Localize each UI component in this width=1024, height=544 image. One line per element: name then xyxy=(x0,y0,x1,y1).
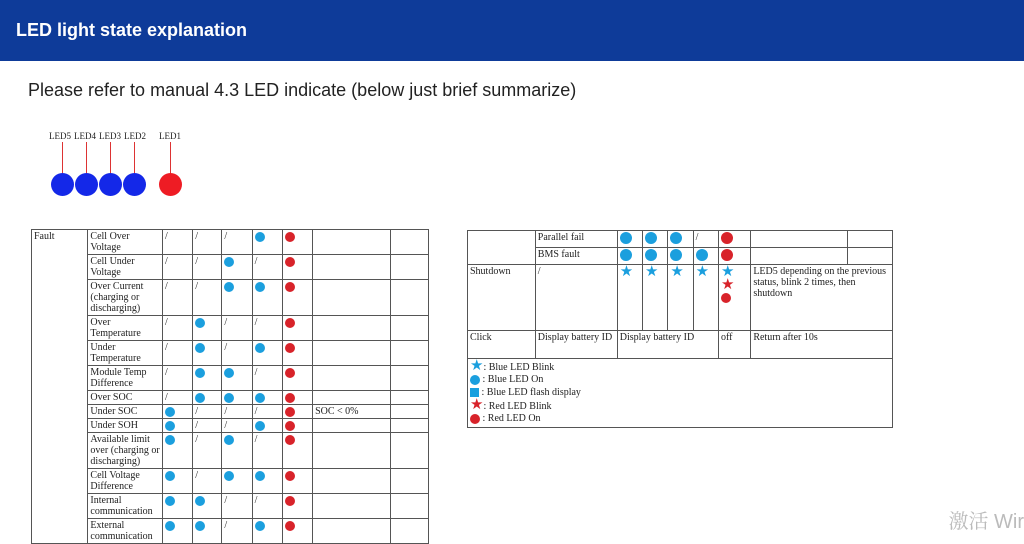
blue-dot-icon xyxy=(165,435,175,445)
led-cell xyxy=(643,265,668,331)
table-row xyxy=(32,433,429,469)
legend-item xyxy=(470,399,890,412)
led-cell: / xyxy=(252,433,282,469)
led2-dot xyxy=(123,173,146,196)
led-cell xyxy=(668,265,693,331)
blue-dot-icon xyxy=(645,232,657,244)
table-cell xyxy=(390,469,428,494)
fault-name: Under SOC xyxy=(88,405,163,419)
blue-dot-icon xyxy=(224,257,234,267)
red-dot-icon xyxy=(285,343,295,353)
activation-watermark: 激活 Wir xyxy=(948,511,1024,533)
led-cell: / xyxy=(222,230,252,255)
blue-dot-icon xyxy=(195,318,205,328)
blue-dot-icon xyxy=(224,471,234,481)
led-cell: / xyxy=(162,255,192,280)
led3-dot xyxy=(99,173,122,196)
fault-name: Module Temp Difference xyxy=(88,366,163,391)
led-cell: / xyxy=(693,231,718,248)
legend-item xyxy=(470,360,890,373)
led-cell xyxy=(668,231,693,248)
led-cell xyxy=(282,433,312,469)
led-cell xyxy=(193,519,222,544)
red-dot-icon xyxy=(470,414,480,424)
table-cell xyxy=(390,280,428,316)
led-cell xyxy=(162,405,192,419)
table-cell: / xyxy=(535,265,617,331)
led-line xyxy=(62,142,63,174)
led-cell: / xyxy=(222,341,252,366)
led-cell xyxy=(193,366,222,391)
led-cell xyxy=(193,494,222,519)
red-dot-icon xyxy=(285,421,295,431)
fault-name: External communication xyxy=(88,519,163,544)
led-cell xyxy=(617,265,642,331)
click-note: Return after 10s xyxy=(751,331,893,359)
blue-dot-icon xyxy=(670,249,682,261)
led-cell: / xyxy=(193,230,222,255)
blue-dot-icon xyxy=(255,232,265,242)
led-cell: / xyxy=(193,405,222,419)
blue-dot-icon xyxy=(645,249,657,261)
led-cell: / xyxy=(162,280,192,316)
red-dot-icon xyxy=(285,393,295,403)
shutdown-note: LED5 depending on the previous status, blink 2 times, then shutdown xyxy=(751,265,893,331)
led-cell: / xyxy=(193,419,222,433)
led-cell xyxy=(252,391,282,405)
table-row xyxy=(32,405,429,419)
blue-dot-icon xyxy=(620,232,632,244)
blue-dot-icon xyxy=(165,407,175,417)
table-row xyxy=(32,280,429,316)
blue-dot-icon xyxy=(255,471,265,481)
legend-text: : Red LED Blink xyxy=(483,401,552,412)
table-cell xyxy=(848,231,893,248)
led-cell xyxy=(282,280,312,316)
led-label: LED3 xyxy=(99,131,121,141)
fault-name: Over Temperature xyxy=(88,316,163,341)
led-cell: / xyxy=(252,366,282,391)
led-cell xyxy=(718,265,750,331)
led-cell: / xyxy=(193,433,222,469)
table-row xyxy=(32,255,429,280)
blue-dot-icon xyxy=(620,249,632,261)
led-cell xyxy=(252,230,282,255)
table-cell xyxy=(468,231,536,265)
subtitle: Please refer to manual 4.3 LED indicate (below just brief summarize) xyxy=(28,80,577,100)
blue-dot-icon xyxy=(224,435,234,445)
table-cell xyxy=(390,433,428,469)
blue-star-icon: ★ xyxy=(470,358,484,374)
table-cell xyxy=(390,316,428,341)
fault-note xyxy=(313,230,391,255)
led-cell: / xyxy=(162,341,192,366)
legend-text: : Red LED On xyxy=(482,413,541,424)
led-cell xyxy=(282,519,312,544)
led-line xyxy=(110,142,111,174)
led-cell xyxy=(252,280,282,316)
red-dot-icon xyxy=(285,232,295,242)
led-cell xyxy=(282,341,312,366)
off-label: off xyxy=(718,331,750,359)
page-title: LED light state explanation xyxy=(16,20,248,40)
fault-name: Cell Voltage Difference xyxy=(88,469,163,494)
led-cell xyxy=(282,494,312,519)
led-cell xyxy=(282,316,312,341)
fault-note xyxy=(313,469,391,494)
led-cell: / xyxy=(162,366,192,391)
blue-dot-icon xyxy=(195,496,205,506)
legend-item xyxy=(470,373,890,386)
red-star-icon: ★ xyxy=(470,397,484,413)
table-cell xyxy=(390,519,428,544)
led-cell: / xyxy=(193,469,222,494)
red-dot-icon xyxy=(285,282,295,292)
led-cell xyxy=(718,248,750,265)
blue-dot-icon xyxy=(670,232,682,244)
red-dot-icon xyxy=(285,496,295,506)
bms-fault-label: BMS fault xyxy=(535,248,617,265)
legend xyxy=(468,359,893,428)
led5-dot xyxy=(51,173,74,196)
table-cell xyxy=(390,419,428,433)
fault-group-label: Fault xyxy=(32,230,88,544)
red-dot-icon xyxy=(285,521,295,531)
red-dot-wrap xyxy=(721,292,748,303)
table-cell xyxy=(390,405,428,419)
table-row xyxy=(32,494,429,519)
table-row xyxy=(32,230,429,255)
led-label: LED5 xyxy=(49,131,71,141)
led-cell xyxy=(252,341,282,366)
fault-name: Available limit over (charging or discharging) xyxy=(88,433,163,469)
status-table xyxy=(467,230,893,428)
parallel-fail-label: Parallel fail xyxy=(535,231,617,248)
table-cell xyxy=(390,494,428,519)
fault-note xyxy=(313,255,391,280)
led-cell: / xyxy=(162,316,192,341)
legend-text: : Blue LED Blink xyxy=(483,362,555,373)
fault-note xyxy=(313,280,391,316)
blue-dot-icon xyxy=(165,521,175,531)
led-cell xyxy=(282,469,312,494)
red-dot-icon xyxy=(285,435,295,445)
table-cell xyxy=(390,230,428,255)
table-cell xyxy=(390,391,428,405)
led-cell xyxy=(617,231,642,248)
led-cell xyxy=(282,391,312,405)
red-dot-icon xyxy=(721,232,733,244)
led-cell xyxy=(718,231,750,248)
shutdown-label: Shutdown xyxy=(468,265,536,331)
fault-name: Cell Over Voltage xyxy=(88,230,163,255)
led-cell: / xyxy=(252,405,282,419)
led-cell xyxy=(222,469,252,494)
fault-note xyxy=(313,391,391,405)
blue-dot-icon xyxy=(224,393,234,403)
led-cell: / xyxy=(222,316,252,341)
led-cell xyxy=(252,469,282,494)
led-line xyxy=(86,142,87,174)
blue-star-icon: ★ xyxy=(619,264,634,280)
red-dot-icon xyxy=(721,293,731,303)
red-dot-icon xyxy=(285,318,295,328)
fault-name: Over Current (charging or discharging) xyxy=(88,280,163,316)
table-cell xyxy=(390,341,428,366)
fault-name: Cell Under Voltage xyxy=(88,255,163,280)
fault-note xyxy=(313,366,391,391)
click-label: Click xyxy=(468,331,536,359)
led-cell xyxy=(668,248,693,265)
led-cell xyxy=(193,391,222,405)
fault-table xyxy=(31,229,429,544)
table-row xyxy=(32,519,429,544)
led-cell xyxy=(282,419,312,433)
fault-note xyxy=(313,433,391,469)
fault-name: Under SOH xyxy=(88,419,163,433)
led-line xyxy=(134,142,135,174)
led-cell: / xyxy=(162,230,192,255)
blue-dot-icon xyxy=(195,343,205,353)
led-cell: / xyxy=(193,255,222,280)
led-label: LED4 xyxy=(74,131,96,141)
led-cell xyxy=(282,405,312,419)
led-cell xyxy=(162,519,192,544)
blue-dot-icon xyxy=(255,343,265,353)
blue-dot-icon xyxy=(224,368,234,378)
led-cell xyxy=(162,469,192,494)
blue-dot-icon xyxy=(195,393,205,403)
table-cell xyxy=(848,248,893,265)
led-cell xyxy=(162,433,192,469)
blue-star-icon: ★ xyxy=(720,264,735,280)
table-row xyxy=(32,316,429,341)
red-dot-icon xyxy=(721,249,733,261)
led-cell xyxy=(193,341,222,366)
fault-note xyxy=(313,419,391,433)
led-cell: / xyxy=(252,316,282,341)
blue-dot-icon xyxy=(255,421,265,431)
led-cell xyxy=(693,265,718,331)
display-battery-id: Display battery ID xyxy=(535,331,617,359)
table-row xyxy=(32,469,429,494)
legend-text: : Blue LED flash display xyxy=(481,387,581,398)
table-cell xyxy=(390,366,428,391)
display-battery-id: Display battery ID xyxy=(617,331,718,359)
blue-dot-icon xyxy=(165,471,175,481)
led-cell: / xyxy=(222,405,252,419)
led-label: LED2 xyxy=(124,131,146,141)
led-label: LED1 xyxy=(159,131,181,141)
table-row xyxy=(32,419,429,433)
table-row xyxy=(468,231,893,248)
led-cell xyxy=(643,248,668,265)
led-line xyxy=(170,142,171,174)
blue-dot-icon xyxy=(195,521,205,531)
fault-note xyxy=(313,341,391,366)
fault-note xyxy=(313,494,391,519)
led-cell: / xyxy=(222,519,252,544)
fault-name: Over SOC xyxy=(88,391,163,405)
led-cell xyxy=(282,255,312,280)
table-cell xyxy=(751,248,848,265)
led-cell xyxy=(282,366,312,391)
led-cell xyxy=(222,391,252,405)
led-cell xyxy=(643,231,668,248)
blue-star-icon: ★ xyxy=(695,264,710,280)
table-row xyxy=(468,265,893,331)
blue-dot-icon xyxy=(696,249,708,261)
led-cell: / xyxy=(252,255,282,280)
legend-text: : Blue LED On xyxy=(482,374,544,385)
led1-dot xyxy=(159,173,182,196)
fault-name: Under Temperature xyxy=(88,341,163,366)
led-cell xyxy=(222,280,252,316)
blue-dot-icon xyxy=(470,375,480,385)
blue-dot-icon xyxy=(255,393,265,403)
blue-dot-icon xyxy=(195,368,205,378)
fault-name: Internal communication xyxy=(88,494,163,519)
red-dot-icon xyxy=(285,407,295,417)
blue-dot-icon xyxy=(255,521,265,531)
table-row xyxy=(32,341,429,366)
red-dot-icon xyxy=(285,257,295,267)
led-cell xyxy=(162,419,192,433)
table-cell xyxy=(751,231,848,248)
fault-note: SOC < 0% xyxy=(313,405,391,419)
led-cell xyxy=(617,248,642,265)
blue-star-icon: ★ xyxy=(670,264,684,280)
legend-item xyxy=(470,386,890,399)
led-cell: / xyxy=(222,494,252,519)
red-dot-icon xyxy=(285,368,295,378)
led-cell: / xyxy=(222,419,252,433)
table-row xyxy=(468,331,893,359)
table-row xyxy=(32,366,429,391)
header-bar xyxy=(0,0,1024,61)
table-row xyxy=(32,391,429,405)
led4-dot xyxy=(75,173,98,196)
led-cell xyxy=(282,230,312,255)
blue-dot-icon xyxy=(165,421,175,431)
fault-note xyxy=(313,519,391,544)
red-dot-icon xyxy=(285,471,295,481)
legend-row xyxy=(468,359,893,428)
table-cell xyxy=(390,255,428,280)
led-cell xyxy=(193,316,222,341)
fault-note xyxy=(313,316,391,341)
led-cell: / xyxy=(252,494,282,519)
legend-item xyxy=(470,412,890,425)
red-star-icon: ★ xyxy=(720,277,735,293)
blue-star-icon: ★ xyxy=(645,264,659,280)
led-cell xyxy=(162,494,192,519)
led-cell: / xyxy=(193,280,222,316)
led-cell xyxy=(252,519,282,544)
led-cell: / xyxy=(162,391,192,405)
blue-dot-icon xyxy=(224,282,234,292)
led-cell xyxy=(222,366,252,391)
blue-square-icon xyxy=(470,388,479,397)
led-cell xyxy=(222,255,252,280)
blue-dot-icon xyxy=(165,496,175,506)
blue-dot-icon xyxy=(255,282,265,292)
led-cell xyxy=(693,248,718,265)
led-cell xyxy=(252,419,282,433)
led-cell xyxy=(222,433,252,469)
